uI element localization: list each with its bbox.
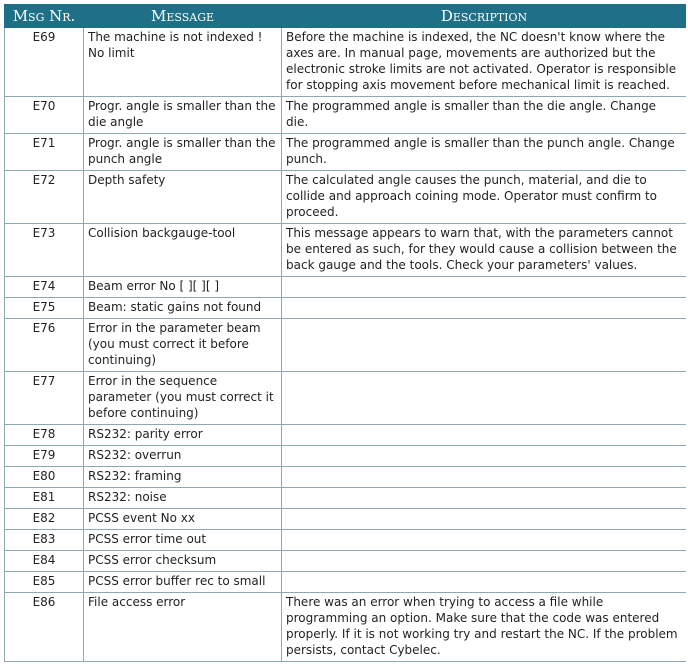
message-cell: Error in the parameter beam (you must correct it before continuing)	[84, 319, 282, 372]
message-cell: Beam: static gains not found	[84, 298, 282, 319]
table-row	[5, 530, 687, 551]
msg-code-cell: E86	[5, 593, 84, 662]
msg-code-cell: E76	[5, 319, 84, 372]
msg-code-cell: E70	[5, 97, 84, 134]
msg-code-cell: E73	[5, 224, 84, 277]
table-row	[5, 509, 687, 530]
table-row	[5, 372, 687, 425]
error-message-table	[4, 4, 686, 662]
description-cell	[282, 530, 687, 551]
table-row	[5, 425, 687, 446]
table-row	[5, 28, 687, 97]
msg-code-cell: E82	[5, 509, 84, 530]
msg-code-cell: E72	[5, 171, 84, 224]
table-row	[5, 446, 687, 467]
description-cell	[282, 277, 687, 298]
description-cell	[282, 572, 687, 593]
message-cell: Progr. angle is smaller than the punch angle	[84, 134, 282, 171]
table-row	[5, 97, 687, 134]
table-row	[5, 134, 687, 171]
message-cell: Beam error No [ ][ ][ ]	[84, 277, 282, 298]
msg-code-cell: E78	[5, 425, 84, 446]
message-cell: PCSS event No xx	[84, 509, 282, 530]
msg-code-cell: E84	[5, 551, 84, 572]
header-msg-nr: Msg Nr.	[5, 5, 84, 28]
description-cell: There was an error when trying to access a file while programming an option. Make sure that the code was entered properly. If it is not working try and restart the NC. If the problem persists, contact Cybelec.	[282, 593, 687, 662]
header-row	[5, 5, 687, 28]
message-cell: Depth safety	[84, 171, 282, 224]
message-cell: Progr. angle is smaller than the die angle	[84, 97, 282, 134]
message-cell: RS232: overrun	[84, 446, 282, 467]
msg-code-cell: E80	[5, 467, 84, 488]
message-cell: Error in the sequence parameter (you must correct it before continuing)	[84, 372, 282, 425]
message-cell: File access error	[84, 593, 282, 662]
description-cell: The programmed angle is smaller than the punch angle. Change punch.	[282, 134, 687, 171]
message-cell: PCSS error time out	[84, 530, 282, 551]
message-cell: RS232: parity error	[84, 425, 282, 446]
msg-code-cell: E75	[5, 298, 84, 319]
description-cell	[282, 509, 687, 530]
message-cell: RS232: framing	[84, 467, 282, 488]
description-cell	[282, 446, 687, 467]
msg-code-cell: E77	[5, 372, 84, 425]
table-row	[5, 593, 687, 662]
error-message-table-page	[4, 4, 686, 664]
message-cell: PCSS error buffer rec to small	[84, 572, 282, 593]
table-row	[5, 467, 687, 488]
description-cell: Before the machine is indexed, the NC doesn't know where the axes are. In manual page, movements are authorized but the electronic stroke limits are not activated. Operator is responsible for stopping axis movement before mechanical limit is reached.	[282, 28, 687, 97]
table-row	[5, 488, 687, 509]
description-cell: This message appears to warn that, with the parameters cannot be entered as such, for they would cause a collision between the back gauge and the tools. Check your parameters' values.	[282, 224, 687, 277]
msg-code-cell: E74	[5, 277, 84, 298]
description-cell	[282, 372, 687, 425]
description-cell	[282, 298, 687, 319]
msg-code-cell: E83	[5, 530, 84, 551]
table-row	[5, 171, 687, 224]
table-row	[5, 551, 687, 572]
table-row	[5, 277, 687, 298]
msg-code-cell: E81	[5, 488, 84, 509]
description-cell	[282, 467, 687, 488]
message-cell: Collision backgauge-tool	[84, 224, 282, 277]
table-row	[5, 572, 687, 593]
table-body	[5, 28, 687, 662]
table-row	[5, 319, 687, 372]
message-cell: PCSS error checksum	[84, 551, 282, 572]
message-cell: The machine is not indexed ! No limit	[84, 28, 282, 97]
table-row	[5, 224, 687, 277]
msg-code-cell: E85	[5, 572, 84, 593]
header-description: Description	[282, 5, 687, 28]
message-cell: RS232: noise	[84, 488, 282, 509]
description-cell	[282, 425, 687, 446]
description-cell: The calculated angle causes the punch, material, and die to collide and approach coining mode. Operator must confirm to proceed.	[282, 171, 687, 224]
table-row	[5, 298, 687, 319]
description-cell: The programmed angle is smaller than the die angle. Change die.	[282, 97, 687, 134]
msg-code-cell: E79	[5, 446, 84, 467]
table-header	[5, 5, 687, 28]
msg-code-cell: E71	[5, 134, 84, 171]
description-cell	[282, 488, 687, 509]
description-cell	[282, 551, 687, 572]
header-message: Message	[84, 5, 282, 28]
msg-code-cell: E69	[5, 28, 84, 97]
description-cell	[282, 319, 687, 372]
